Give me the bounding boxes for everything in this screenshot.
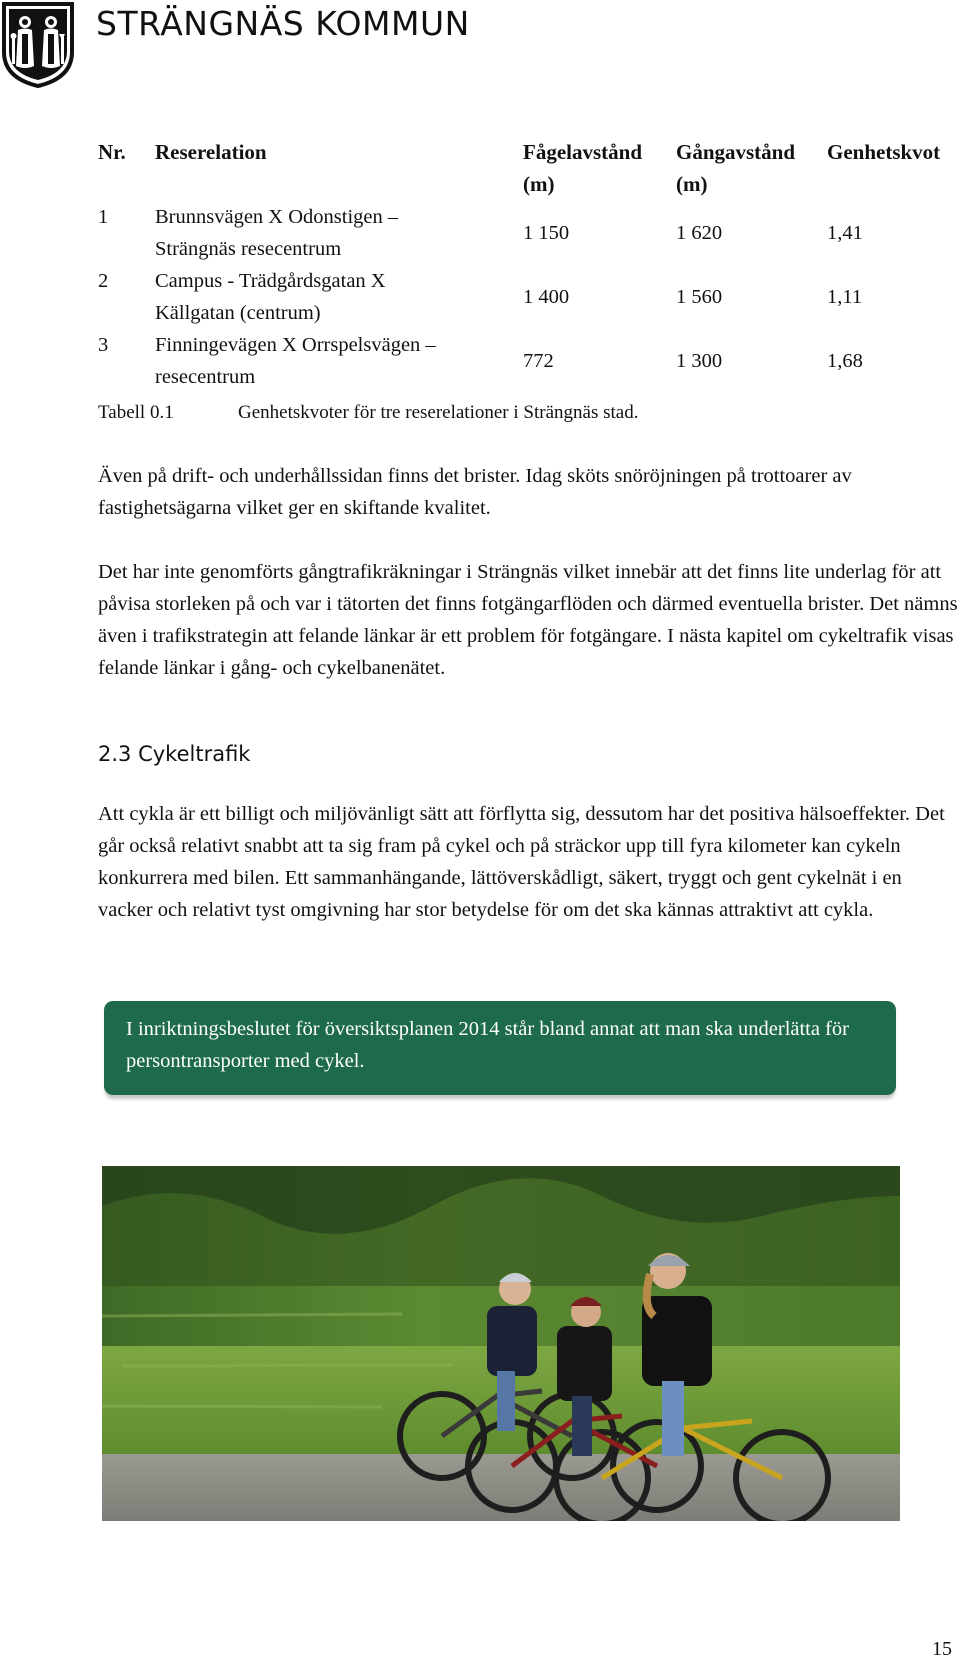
col-header-walk-distance: Gångavstånd [676, 140, 796, 164]
table-row-relation-line2: resecentrum [155, 366, 256, 388]
table-row-bird: 1 400 [523, 286, 570, 308]
table-row-ratio: 1,68 [827, 350, 863, 372]
organization-name: STRÄNGNÄS KOMMUN [96, 4, 470, 43]
page-number: 15 [932, 1638, 952, 1660]
col-header-bird-distance-unit: (m) [523, 172, 555, 196]
table-row-relation-line1: Brunnsvägen X Odonstigen – [155, 206, 399, 228]
paragraph-maintenance: Även på drift- och underhållssidan finns det brister. Idag sköts snöröjningen på trottoarer av fastighetsägarna vilket ger en skiftande kvalitet. [98, 465, 852, 519]
table-row-walk: 1 300 [676, 350, 723, 372]
three-cyclists-photo [102, 1166, 900, 1521]
paragraph-pedestrian-counts: Det har inte genomförts gångtrafikräkningar i Strängnäs vilket innebär att det finns lite underlag för att påvisa storleken på och var i tätorten det finns fotgängarflöden och därmed eventuella brister. Det nämns även i trafikstrategin att felande länkar är ett problem för fotgängare. I nästa kapitel om cykeltrafik visas felande länkar i gång- och cykelbanenätet. [98, 561, 958, 679]
table-row-bird: 1 150 [523, 222, 570, 244]
col-header-bird-distance: Fågelavstånd [523, 140, 643, 164]
col-header-relation: Reserelation [155, 140, 267, 164]
col-header-ratio: Genhetskvot [827, 140, 941, 164]
table-row-relation-line2: Strängnäs resecentrum [155, 238, 342, 260]
table-row-relation-line1: Finningevägen X Orrspelsvägen – [155, 334, 436, 356]
table-row-nr: 1 [98, 206, 109, 228]
callout-box [104, 1001, 896, 1095]
table-row-ratio: 1,41 [827, 222, 863, 244]
table-row-walk: 1 620 [676, 222, 723, 244]
col-header-walk-distance-unit: (m) [676, 172, 708, 196]
table-row-bird: 772 [523, 350, 554, 372]
table-row-relation-line2: Källgatan (centrum) [155, 302, 321, 324]
table-row-nr: 2 [98, 270, 109, 292]
table-caption-label: Tabell 0.1 [98, 402, 174, 423]
table-row-walk: 1 560 [676, 286, 723, 308]
table-row-ratio: 1,11 [827, 286, 863, 308]
paragraph-cycling: Att cykla är ett billigt och miljövänligt sätt att förflytta sig, dessutom har det positiva hälsoeffekter. Det går också relativt snabbt att ta sig fram på cykel och på sträckor upp till fyra kilometer kan cykeln konkurrera med bilen. Ett sammanhängande, lättöverskådligt, säkert, tryggt och gent cykelnät i en vacker och relativt tyst omgivning har stor betydelse för om det ska kännas attraktivt att cykla. [98, 803, 945, 921]
section-heading: 2.3 Cykeltrafik [98, 742, 251, 766]
table-row-nr: 3 [98, 334, 109, 356]
table-caption-text: Genhetskvoter för tre reserelationer i Strängnäs stad. [238, 402, 639, 423]
col-header-nr: Nr. [98, 140, 126, 164]
municipal-coat-of-arms-logo [0, 0, 76, 88]
table-row-relation-line1: Campus - Trädgårdsgatan X [155, 270, 386, 292]
callout-text: I inriktningsbeslutet för översiktsplanen 2014 står bland annat att man ska underlätta för persontransporter med cykel. [126, 1018, 850, 1072]
